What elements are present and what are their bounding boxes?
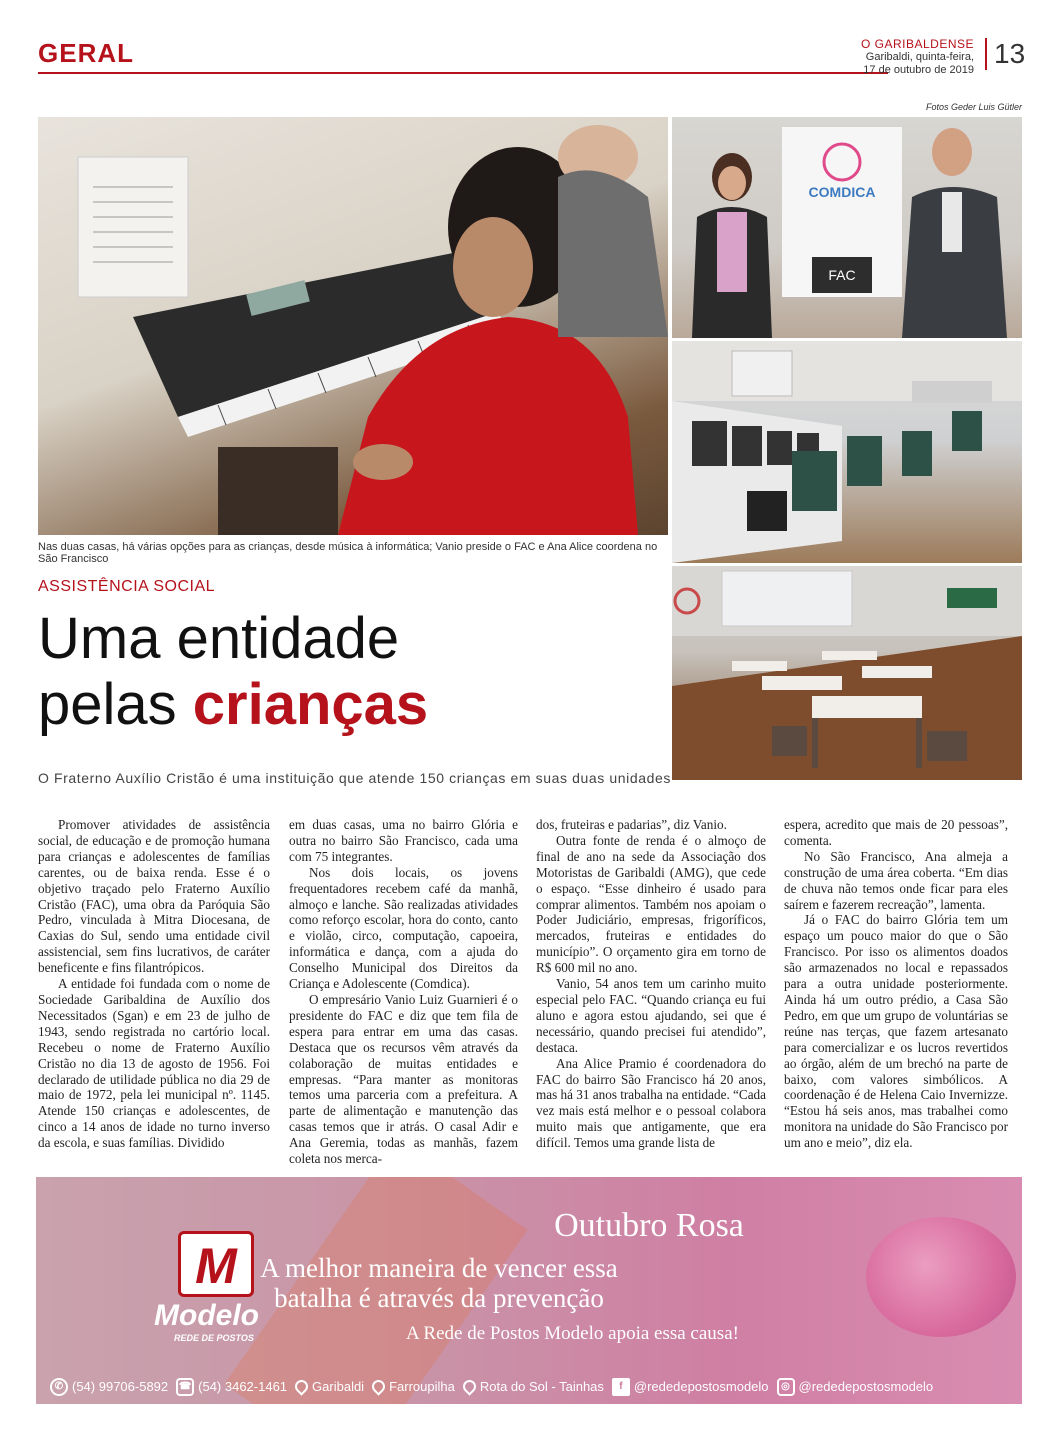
ad-title: Outubro Rosa [554, 1207, 744, 1244]
page-number: 13 [994, 38, 1026, 69]
article-kicker: ASSISTÊNCIA SOCIAL [38, 578, 216, 595]
photo-vanio-ana-alice [672, 117, 1022, 338]
photo-children-keyboard [38, 117, 668, 535]
contact-text: Farroupilha [389, 1379, 455, 1394]
paragraph: A entidade foi fundada com o nome de Sociedade Garibaldina de Auxílio dos Necessitados (Sgan) e em 23 de julho de 1943, sendo registrada no cartório local. Recebeu o nome de Fraterno Auxílio Cristão no dia 13 de agosto de 1956. Foi declarado de utilidade pública no dia 29 de maio de 1972, pela lei municipal nº. 1145. Atende 150 crianças e adolescentes, de cinco a 14 anos de idade no turno inverso da escola, e suas famílias. Dividido [38, 976, 270, 1151]
article-column-3 [536, 817, 766, 1151]
instagram-link[interactable] [777, 1378, 934, 1396]
article-column-1 [38, 817, 270, 1151]
instagram-icon: ◎ [777, 1378, 795, 1396]
logo-name: Modelo [154, 1299, 259, 1332]
paragraph: Ana Alice Pramio é coordenadora do FAC do bairro São Francisco há 20 anos, mas há 31 anos trabalha na entidade. “Cada vez mais está melhor e o pessoal colabora muito mais que antigamente, que era difícil. Temos uma grande lista de [536, 1055, 766, 1151]
photo-credit: Fotos Geder Luis Gütler [925, 102, 1022, 112]
article-column-2 [289, 817, 518, 1167]
photo-computer-lab [672, 341, 1022, 563]
facebook-link[interactable] [612, 1378, 769, 1396]
paragraph: Outra fonte de renda é o almoço de final de ano na sede da Associação dos Motoristas de Garibaldi (AMG), que cede o espaço. “Esse dinheiro é usado para comprar alimentos. Também nos apoiam o Poder Judiciário, empresas, frigoríficos, mercados, fruteiras e entidades do município”. O orçamento gira em torno de R$ 600 mil no ano. [536, 832, 766, 976]
contact-text: Garibaldi [312, 1379, 365, 1394]
article-column-4 [784, 817, 1008, 1151]
contact-text: @rededepostosmodelo [633, 1379, 769, 1394]
date-line-2: 17 de outubro de 2019 [863, 64, 974, 76]
whatsapp-icon: ✆ [50, 1378, 68, 1396]
location-garibaldi[interactable] [295, 1379, 364, 1394]
location-pin-icon [369, 1377, 387, 1395]
photo-dining-illustration [672, 566, 1022, 780]
paragraph: O empresário Vanio Luiz Guarnieri é o presidente do FAC e diz que tem fila de espera para entrar em uma das casas. Destaca que os recursos vêm através da colaboração de muitas entidades e empresas. “Para manter as monitoras temos uma parceria com a prefeitura. A parte de alimentação e manutenção das casas temos que ir atrás. O casal Adir e Ana Geremia, todas as manhãs, fazem coleta nos merca- [289, 991, 518, 1167]
fac-board: FAC [828, 267, 856, 283]
logo-subtitle: REDE DE POSTOS [174, 1333, 254, 1343]
paragraph: em duas casas, uma no bairro Glória e outra no bairro São Francisco, cada uma com 75 integrantes. [289, 817, 518, 864]
location-rota-do-sol[interactable] [463, 1379, 604, 1394]
article-subhead: O Fraterno Auxílio Cristão é uma instituição que atende 150 crianças em suas duas unidades [38, 770, 671, 786]
location-farroupilha[interactable] [372, 1379, 455, 1394]
photo-dining-hall [672, 566, 1022, 780]
photo-caption: Nas duas casas, há várias opções para as crianças, desde música à informática; Vanio preside o FAC e Ana Alice coordena no São Francisco [38, 541, 658, 565]
phone-icon: ☎ [176, 1378, 194, 1396]
headline-plain: pelas [38, 672, 193, 737]
headline-line-2 [38, 672, 428, 738]
location-pin-icon [460, 1377, 478, 1395]
paragraph: espera, acredito que mais de 20 pessoas”, comenta. [784, 817, 1008, 848]
section-title: GERAL [38, 38, 134, 68]
contact-text: (54) 99706-5892 [72, 1379, 169, 1394]
paragraph: dos, fruteiras e padarias”, diz Vanio. [536, 817, 727, 832]
ad-message-line-2: batalha é através da prevenção [274, 1283, 604, 1313]
photo-lab-illustration [672, 341, 1022, 563]
paper-info [861, 38, 974, 77]
ad-contact-bar [36, 1369, 1022, 1404]
paper-name: O GARIBALDENSE [860, 37, 974, 51]
comdica-sign: COMDICA [808, 184, 876, 200]
article-headline [38, 606, 428, 738]
paragraph: Já o FAC do bairro Glória tem um espaço um pouco maior do que o São Francisco. Por isso os alimentos doados são armazenados no local e repassados para a outra unidade posteriormente. Ainda há um outro prédio, a Casa São Pedro, em que um grupo de voluntárias se reúne nas terças, que fazem artesanato para comercializar e os lucros revertidos ao órgão, além de um brechó na parte de baixo, com valores simbólicos. A coordenação é de Helena Caio Invernizze. “Estou há seis anos, mas trabalhei como monitora na unidade do São Francisco por um ano e meio”, diz ela. [784, 912, 1008, 1151]
page-separator [985, 38, 987, 70]
paragraph: Promover atividades de assistência social, de educação e de promoção humana para crianças e adolescentes de famílias carentes, ou de baixa renda. Esse é o objetivo traçado pelo Fraterno Auxílio Cristão (FAC), uma obra da Paróquia São Pedro, vinculada à Mitra Diocesana, de Caxias do Sul, sendo uma entidade civil assistencial, sem fins lucrativos, de caráter beneficente e fins filantrópicos. [38, 817, 270, 976]
headline-line-1: Uma entidade [38, 606, 400, 671]
contact-text: @rededepostosmodelo [798, 1379, 934, 1394]
location-pin-icon [292, 1377, 310, 1395]
contact-whatsapp[interactable] [50, 1378, 168, 1396]
contact-text: (54) 3462-1461 [198, 1379, 288, 1394]
paragraph: Nos dois locais, os jovens frequentadores recebem café da manhã, almoço e lanche. São realizadas atividades como reforço escolar, hora do conto, canto e violão, circo, computação, capoeira, informática e dança, com a ajuda do Conselho Municipal dos Direitos da Criança e Adolescente (Comdica). [289, 864, 518, 992]
contact-phone[interactable] [176, 1378, 287, 1396]
date-line-1: Garibaldi, quinta-feira, [865, 51, 974, 63]
section-rule [38, 72, 888, 74]
facebook-icon: f [612, 1378, 630, 1396]
headline-accent: crianças [192, 672, 429, 737]
logo-letter: M [195, 1238, 237, 1294]
photo-portrait-illustration [672, 117, 1022, 338]
ad-subtitle: A Rede de Postos Modelo apoia essa causa! [406, 1323, 739, 1344]
paragraph: Vanio, 54 anos tem um carinho muito especial pelo FAC. “Quando criança eu fui aluno e agora estou ajudando, sei que é necessário, quando precisei fui atendido”, destaca. [536, 976, 766, 1055]
ad-message-line-1: A melhor maneira de vencer essa [260, 1253, 618, 1283]
photo-children-keyboard-illustration [38, 117, 668, 535]
contact-text: Rota do Sol - Tainhas [479, 1379, 604, 1394]
outubro-rosa-ad[interactable] [36, 1177, 1022, 1404]
paragraph: No São Francisco, Ana almeja a construção de uma área coberta. “Em dias de chuva não temos onde ficar para eles saírem e fazerem recreação”, lamenta. [784, 848, 1008, 912]
